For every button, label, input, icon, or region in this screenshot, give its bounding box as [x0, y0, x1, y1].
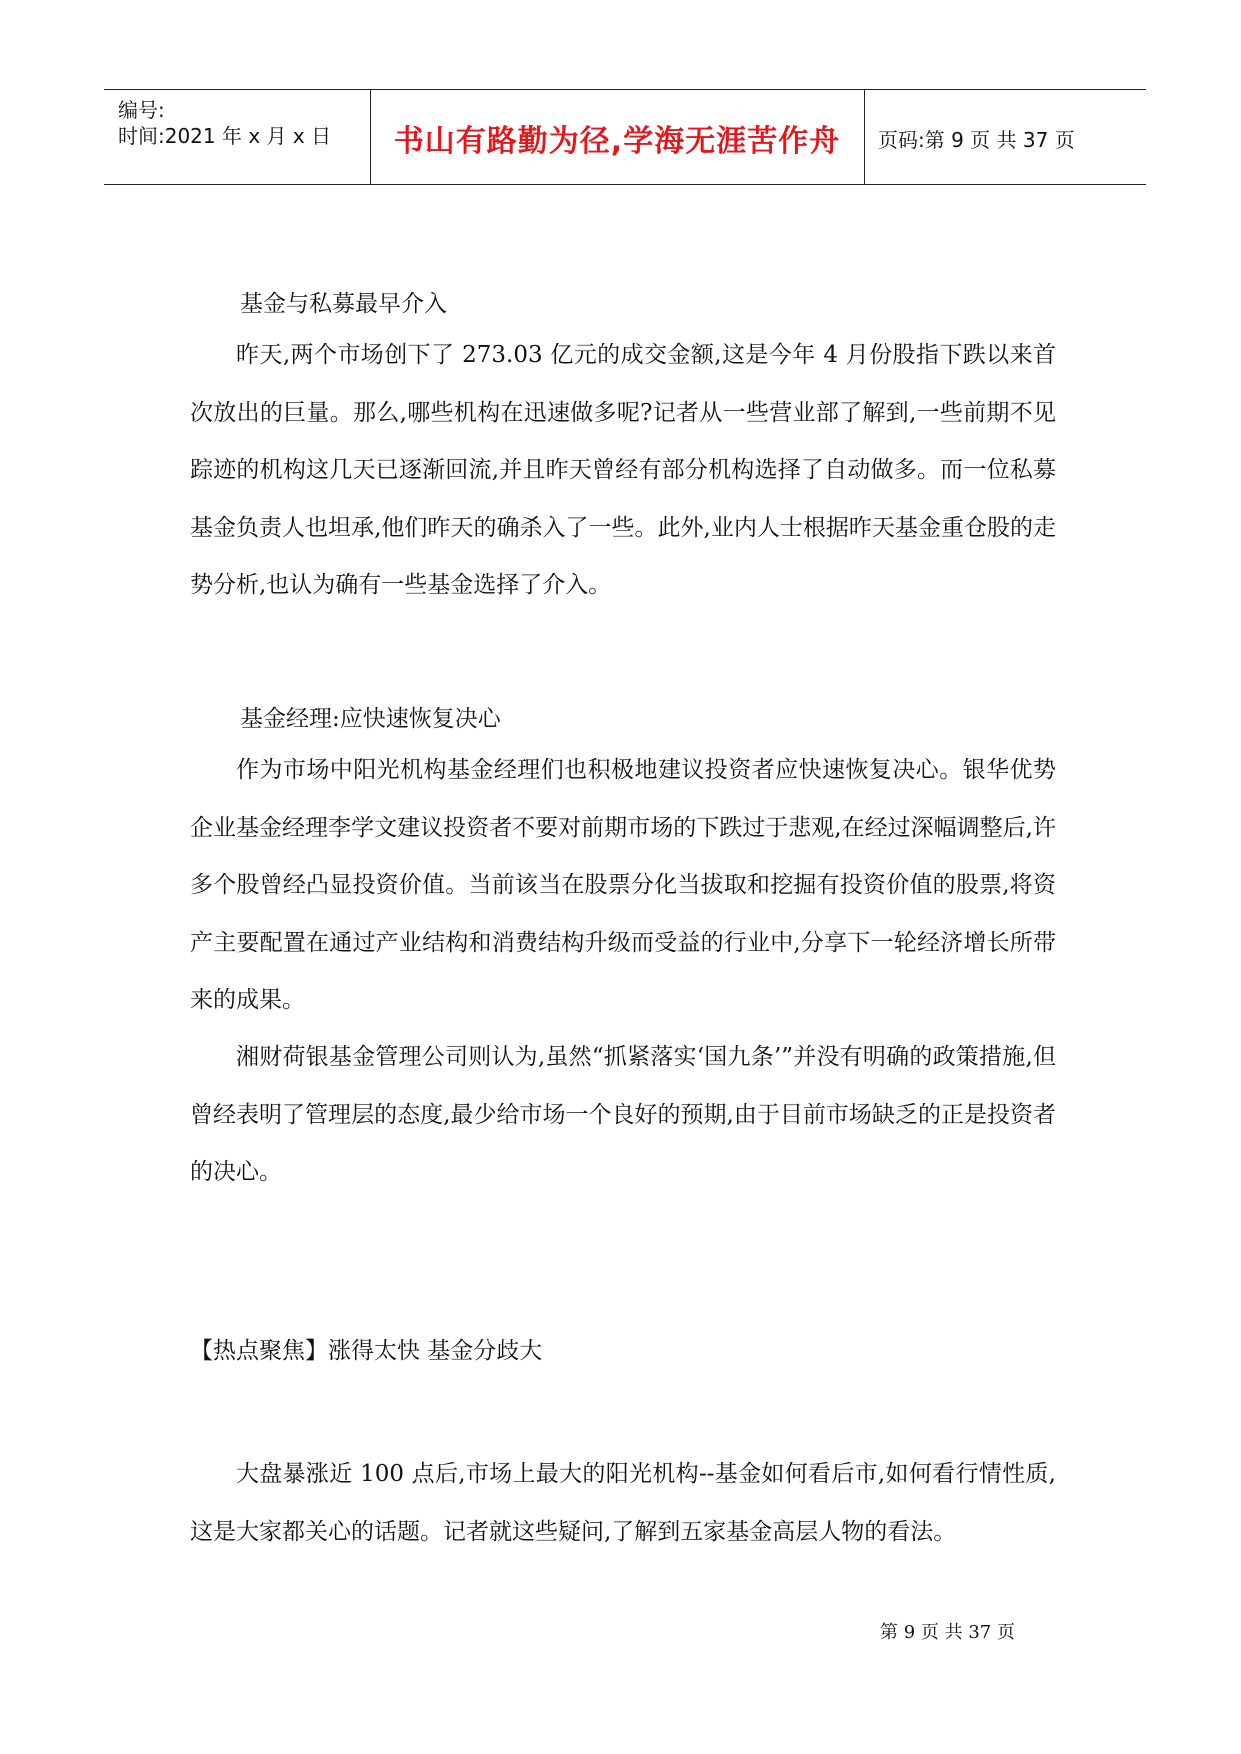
- paragraph-market-surge: 大盘暴涨近 100 点后,市场上最大的阳光机构--基金如何看后市,如何看行情性质,这是大家都关心的话题。记者就这些疑问,了解到五家基金高层人物的看法。: [190, 1461, 1056, 1545]
- number-label: 编号:: [118, 98, 165, 122]
- paragraph-xiangcai-view: 湘财荷银基金管理公司则认为,虽然“抓紧落实‘国九条’”并没有明确的政策措施,但曾经表明了管理层的态度,最少给市场一个良好的预期,由于目前市场缺乏的正是投资者的决心。: [190, 1044, 1056, 1185]
- heading-fund-private-entry: 基金与私募最早介入: [240, 291, 447, 317]
- header-page-cell: [864, 90, 1146, 184]
- document-header: [104, 89, 1146, 185]
- page-footer: 第 9 页 共 37 页: [880, 1622, 1015, 1643]
- header-meta-cell: [104, 90, 371, 184]
- section-title-hot-focus: 【热点聚焦】涨得太快 基金分歧大: [190, 1338, 543, 1364]
- heading-fund-manager: 基金经理:应快速恢复决心: [240, 706, 501, 732]
- paragraph-fund-manager-advice: 作为市场中阳光机构基金经理们也积极地建议投资者应快速恢复决心。银华优势企业基金经理李学文建议投资者不要对前期市场的下跌过于悲观,在经过深幅调整后,许多个股曾经凸显投资价值。当前该当在股票分化当拔取和挖掘有投资价值的股票,将资产主要配置在通过产业结构和消费结构升级而受益的行业中,分享下一轮经济增长所带来的成果。: [190, 757, 1056, 1013]
- page-code: 页码:第 9 页 共 37 页: [878, 128, 1075, 152]
- header-motto-cell: [370, 90, 865, 184]
- motto-text: 书山有路勤为径,学海无涯苦作舟: [393, 124, 841, 159]
- paragraph-market-volume: 昨天,两个市场创下了 273.03 亿元的成交金额,这是今年 4 月份股指下跌以来首次放出的巨量。那么,哪些机构在迅速做多呢?记者从一些营业部了解到,一些前期不见踪迹的机构这几天已逐渐回流,并且昨天曾经有部分机构选择了自动做多。而一位私募基金负责人也坦承,他们昨天的确杀入了一些。此外,业内人士根据昨天基金重仓股的走势分析,也认为确有一些基金选择了介入。: [190, 342, 1056, 598]
- time-label: 时间:2021 年 x 月 x 日: [118, 124, 332, 148]
